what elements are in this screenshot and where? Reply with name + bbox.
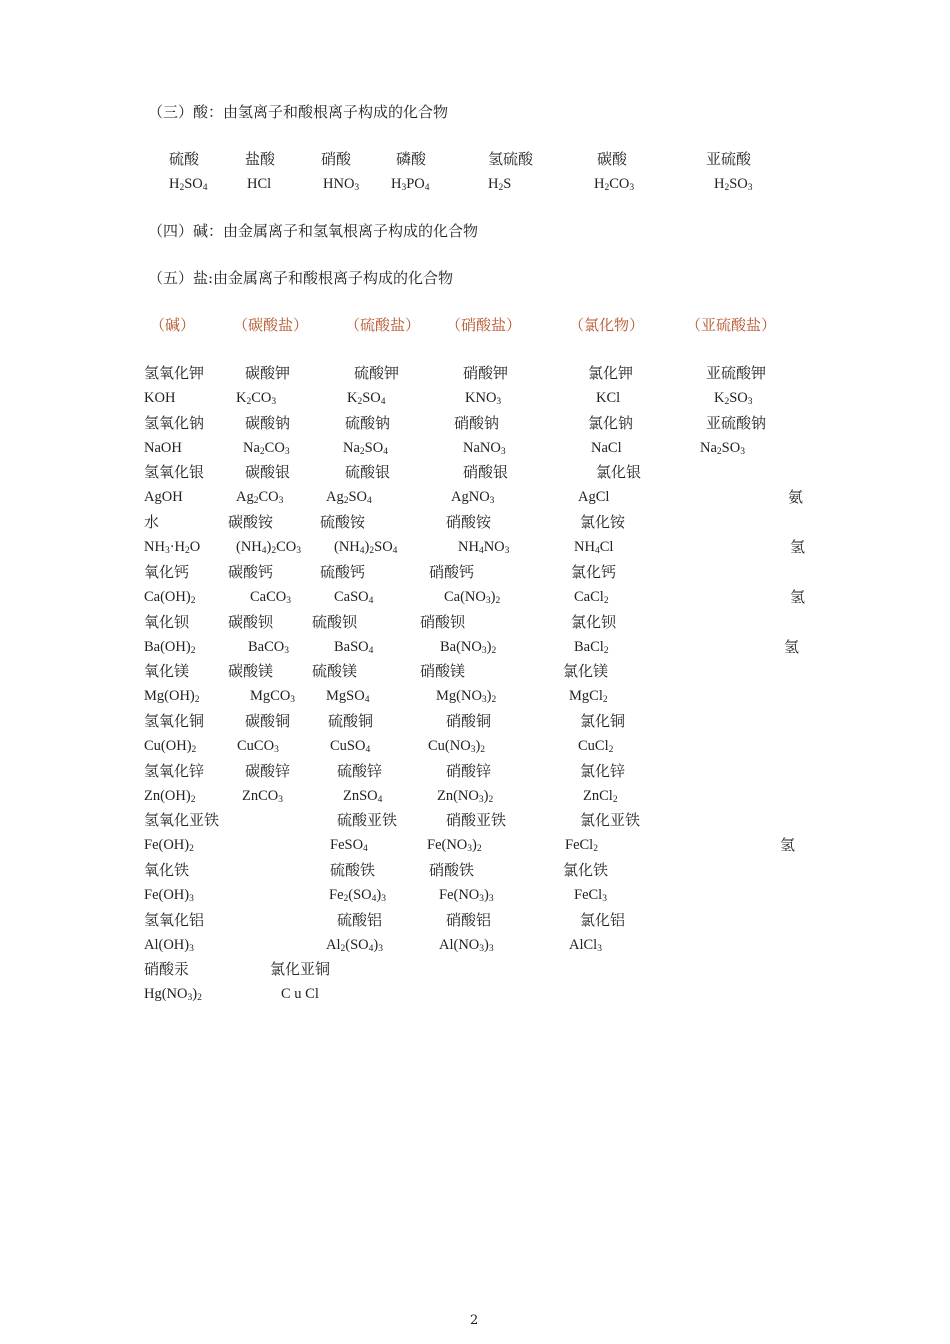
- compound-formula: $Ca(NO_3)_2$: [444, 589, 501, 606]
- compound-formula: BaCO$_3$: [248, 639, 289, 656]
- acid-formula: $HNO_3$: [323, 176, 360, 193]
- compound-name: 氯化铁: [563, 861, 609, 879]
- salt-category-label: （氯化物）: [569, 316, 645, 334]
- wrapped-name-fragment: 氢: [790, 588, 806, 606]
- compound-formula: $Cu(NO_3)_2$: [428, 738, 486, 755]
- acid-name: 磷酸: [396, 150, 427, 168]
- salt-category-label: （碳酸盐）: [233, 316, 309, 334]
- acid-name: 碳酸: [597, 150, 628, 168]
- compound-formula: $Al(OH)_3$: [144, 937, 194, 954]
- acid-formula: $H_3PO_4$: [391, 176, 430, 193]
- compound-name: 氢氧化银: [144, 463, 205, 481]
- compound-name: 氯化铜: [580, 712, 626, 730]
- compound-name: 硝酸镁: [420, 662, 466, 680]
- compound-formula: AgCl: [578, 489, 610, 505]
- salt-category-label: （硝酸盐）: [446, 316, 522, 334]
- compound-name: 氢氧化钾: [144, 364, 205, 382]
- compound-formula: $Zn(NO_3)_2$: [437, 788, 494, 805]
- compound-formula: $Fe(OH)_2$: [144, 837, 194, 854]
- compound-formula: $NH_4NO_3$: [458, 539, 510, 556]
- acid-section-heading: （三）酸：由氢离子和酸根离子构成的化合物: [148, 103, 449, 121]
- compound-name: 氧化铁: [144, 861, 190, 879]
- compound-formula: $Na_2SO_4$: [343, 440, 388, 457]
- compound-name: 氧化钙: [144, 563, 190, 581]
- compound-formula: $Cu(OH)_2$: [144, 738, 197, 755]
- acid-formula: $H_2SO_3$: [714, 176, 753, 193]
- compound-formula: $Ag_2SO_4$: [326, 489, 372, 506]
- compound-name: 硝酸锌: [446, 762, 492, 780]
- compound-name: 碳酸铜: [245, 712, 291, 730]
- salt-category-label: （碱）: [150, 316, 196, 334]
- compound-name: 硫酸铁: [330, 861, 376, 879]
- acid-name: 氢硫酸: [488, 150, 534, 168]
- compound-formula: ZnSO$_4$: [343, 788, 383, 805]
- wrapped-name-fragment: 氢: [780, 836, 796, 854]
- compound-formula: $Na_2SO_3$: [700, 440, 745, 457]
- wrapped-name-fragment: 氨: [788, 488, 804, 506]
- compound-name: 氢氧化铜: [144, 712, 205, 730]
- compound-formula: $Ba(OH)_2$: [144, 639, 196, 656]
- compound-formula: NaCl: [591, 440, 622, 456]
- compound-name: 氯化钙: [571, 563, 617, 581]
- compound-name: 硝酸铜: [446, 712, 492, 730]
- compound-formula: C u Cl: [281, 986, 319, 1002]
- compound-formula: AlCl$_3$: [569, 937, 602, 954]
- compound-name: 硝酸汞: [144, 960, 190, 978]
- acid-formula: $H_2CO_3$: [594, 176, 635, 193]
- compound-name: 氯化镁: [563, 662, 609, 680]
- compound-formula: $K_2SO_3$: [714, 390, 753, 407]
- compound-formula: AgNO$_3$: [451, 489, 495, 506]
- compound-formula: $Zn(OH)_2$: [144, 788, 196, 805]
- compound-name: 硫酸镁: [312, 662, 358, 680]
- compound-name: 硝酸钠: [454, 414, 500, 432]
- acid-name: 亚硫酸: [706, 150, 752, 168]
- compound-formula: $(NH_4)_2SO_4$: [334, 539, 398, 556]
- compound-name: 硫酸亚铁: [337, 811, 398, 829]
- compound-formula: MgCl$_2$: [569, 688, 608, 705]
- compound-formula: NaNO$_3$: [463, 440, 506, 457]
- acid-formula: HCl: [247, 176, 272, 192]
- compound-name: 碳酸铵: [228, 513, 274, 531]
- compound-formula: $Mg(NO_3)_2$: [436, 688, 497, 705]
- compound-formula: KCl: [596, 390, 621, 406]
- acid-name: 硝酸: [321, 150, 352, 168]
- compound-name: 硫酸锌: [337, 762, 383, 780]
- compound-formula: $KNO_3$: [465, 390, 502, 407]
- salt-section-heading: （五）盐:由金属离子和酸根离子构成的化合物: [148, 269, 454, 287]
- compound-name: 碳酸镁: [228, 662, 274, 680]
- compound-name: 硫酸钾: [354, 364, 400, 382]
- compound-name: 碳酸钡: [228, 613, 274, 631]
- compound-name: 硝酸铵: [446, 513, 492, 531]
- compound-formula: KOH: [144, 390, 176, 406]
- compound-name: 氯化亚铁: [580, 811, 641, 829]
- compound-name: 硫酸钡: [312, 613, 358, 631]
- compound-formula: $K_2CO_3$: [236, 390, 277, 407]
- compound-formula: BaCl$_2$: [574, 639, 609, 656]
- compound-name: 氧化镁: [144, 662, 190, 680]
- compound-name: 硝酸钾: [463, 364, 509, 382]
- compound-name: 硫酸铜: [328, 712, 374, 730]
- compound-formula: NaOH: [144, 440, 182, 456]
- page-number: 2: [470, 1313, 479, 1328]
- compound-formula: $Fe_2(SO_4)_3$: [329, 887, 386, 904]
- compound-formula: $Mg(OH)_2$: [144, 688, 200, 705]
- compound-name: 亚硫酸钾: [706, 364, 767, 382]
- compound-formula: FeCl$_3$: [574, 887, 607, 904]
- acid-name: 盐酸: [245, 150, 276, 168]
- compound-formula: CuCl$_2$: [578, 738, 614, 755]
- compound-name: 硝酸银: [463, 463, 509, 481]
- compound-formula: CaCO$_3$: [250, 589, 291, 606]
- acid-formula: $H_2SO_4$: [169, 176, 208, 193]
- compound-formula: BaSO$_4$: [334, 639, 374, 656]
- compound-name: 硫酸铵: [320, 513, 366, 531]
- compound-name: 氯化铝: [580, 911, 626, 929]
- compound-name: 氧化钡: [144, 613, 190, 631]
- compound-formula: MgCO$_3$: [250, 688, 296, 705]
- compound-name: 氯化钾: [588, 364, 634, 382]
- compound-name: 氯化钡: [571, 613, 617, 631]
- compound-name: 硫酸铝: [337, 911, 383, 929]
- compound-name: 氢氧化铝: [144, 911, 205, 929]
- compound-formula: FeSO$_4$: [330, 837, 368, 854]
- compound-formula: $Na_2CO_3$: [243, 440, 290, 457]
- compound-formula: $(NH_4)_2CO_3$: [236, 539, 302, 556]
- compound-formula: AgOH: [144, 489, 183, 505]
- compound-name: 硝酸钙: [429, 563, 475, 581]
- compound-formula: $Fe(OH)_3$: [144, 887, 194, 904]
- compound-formula: CaCl$_2$: [574, 589, 609, 606]
- compound-formula: ZnCl$_2$: [583, 788, 618, 805]
- compound-name: 碳酸钙: [228, 563, 274, 581]
- compound-name: 硫酸钠: [345, 414, 391, 432]
- compound-formula: $Ag_2CO_3$: [236, 489, 284, 506]
- salt-category-label: （亚硫酸盐）: [686, 316, 777, 334]
- compound-name: 氯化钠: [588, 414, 634, 432]
- compound-formula: CuCO$_3$: [237, 738, 279, 755]
- compound-name: 硝酸钡: [420, 613, 466, 631]
- compound-name: 氯化铵: [580, 513, 626, 531]
- compound-formula: $Al(NO_3)_3$: [439, 937, 494, 954]
- compound-formula: FeCl$_2$: [565, 837, 598, 854]
- compound-name: 氢氧化钠: [144, 414, 205, 432]
- compound-formula: $Al_2(SO_4)_3$: [326, 937, 383, 954]
- compound-formula: ZnCO$_3$: [242, 788, 283, 805]
- compound-name: 氯化亚铜: [270, 960, 331, 978]
- compound-formula: CaSO$_4$: [334, 589, 374, 606]
- compound-name: 碳酸银: [245, 463, 291, 481]
- compound-formula: $NH_4Cl$: [574, 539, 614, 556]
- compound-name: 水: [144, 513, 160, 531]
- compound-name: 硫酸银: [345, 463, 391, 481]
- compound-name: 氢氧化亚铁: [144, 811, 220, 829]
- salt-category-label: （硫酸盐）: [345, 316, 421, 334]
- compound-name: 氢氧化锌: [144, 762, 205, 780]
- compound-name: 硝酸亚铁: [446, 811, 507, 829]
- compound-formula: $Fe(NO_3)_3$: [439, 887, 494, 904]
- acid-formula: $H_2S$: [488, 176, 512, 193]
- compound-name: 硝酸铝: [446, 911, 492, 929]
- compound-formula: $Fe(NO_3)_2$: [427, 837, 482, 854]
- compound-name: 碳酸钾: [245, 364, 291, 382]
- compound-formula: CuSO$_4$: [330, 738, 371, 755]
- compound-name: 氯化银: [596, 463, 642, 481]
- compound-formula: $K_2SO_4$: [347, 390, 386, 407]
- compound-name: 氯化锌: [580, 762, 626, 780]
- compound-formula: MgSO$_4$: [326, 688, 370, 705]
- compound-name: 亚硫酸钠: [706, 414, 767, 432]
- compound-formula: $Ca(OH)_2$: [144, 589, 196, 606]
- compound-name: 碳酸钠: [245, 414, 291, 432]
- compound-name: 硫酸钙: [320, 563, 366, 581]
- wrapped-name-fragment: 氢: [790, 538, 806, 556]
- acid-name: 硫酸: [169, 150, 200, 168]
- compound-name: 硝酸铁: [429, 861, 475, 879]
- wrapped-name-fragment: 氢: [784, 638, 800, 656]
- compound-formula: $Hg(NO_3)_2$: [144, 986, 202, 1003]
- compound-name: 碳酸锌: [245, 762, 291, 780]
- compound-formula: $NH_3\cdot H_2O$: [144, 539, 201, 556]
- base-section-heading: （四）碱：由金属离子和氢氧根离子构成的化合物: [148, 222, 479, 240]
- compound-formula: $Ba(NO_3)_2$: [440, 639, 497, 656]
